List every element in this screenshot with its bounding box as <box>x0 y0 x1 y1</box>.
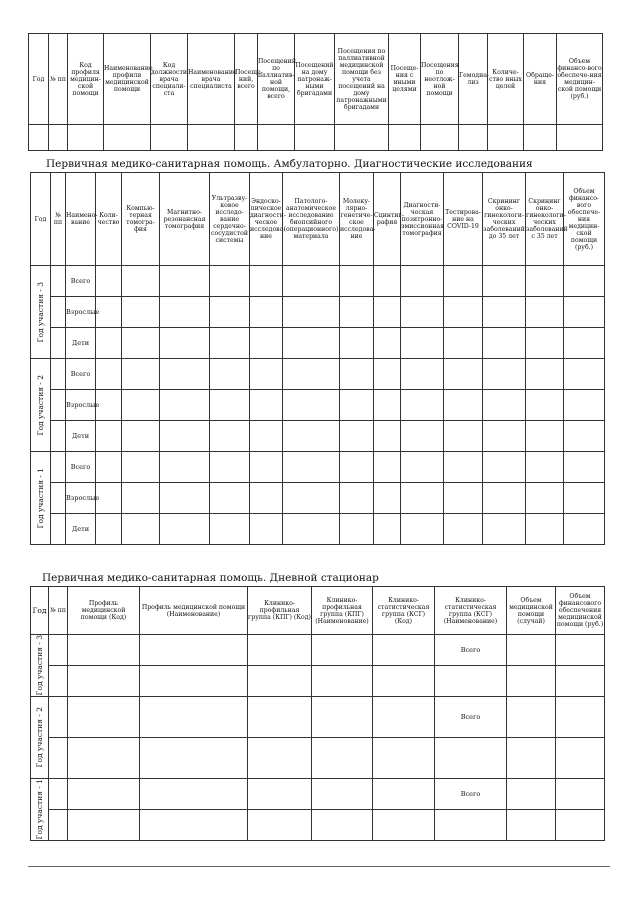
table-cell[interactable] <box>444 452 483 483</box>
table-cell[interactable] <box>160 483 210 514</box>
header-cell: Посещений по паллиатив-ной помощи, всего <box>258 34 295 125</box>
table-cell[interactable] <box>564 266 605 297</box>
table-cell[interactable] <box>283 421 340 452</box>
table-cell[interactable] <box>235 125 258 151</box>
table-row <box>31 328 605 359</box>
table-cell[interactable] <box>483 297 526 328</box>
table-cell[interactable] <box>373 810 435 841</box>
table-cell[interactable] <box>507 635 556 666</box>
page-divider <box>28 866 610 867</box>
table-row <box>29 125 603 151</box>
header-cell: Посещения по неотлож-ной помощи <box>421 34 459 125</box>
table-cell[interactable] <box>248 738 312 779</box>
table-cell[interactable] <box>160 390 210 421</box>
table-cell[interactable] <box>373 697 435 738</box>
header-cell: Код профиля медицин-ской помощи <box>68 34 104 125</box>
table-row <box>31 666 605 697</box>
table-cell[interactable] <box>248 635 312 666</box>
header-cell: Клинико-статистическая группа (КСГ) (Код) <box>373 587 435 635</box>
table-cell[interactable] <box>564 390 605 421</box>
table-cell[interactable] <box>374 514 401 545</box>
table-cell[interactable] <box>435 810 507 841</box>
header-cell: Наименование профиля медицинской помощи <box>104 34 151 125</box>
table-cell[interactable] <box>312 810 373 841</box>
table-cell[interactable] <box>283 452 340 483</box>
table-cell[interactable] <box>160 514 210 545</box>
table-cell[interactable] <box>51 483 66 514</box>
table-cell[interactable] <box>312 697 373 738</box>
table-cell[interactable] <box>483 421 526 452</box>
table-cell[interactable] <box>483 328 526 359</box>
table-cell[interactable] <box>564 359 605 390</box>
row-label: Дети <box>66 514 96 545</box>
row-label: Взрослые <box>66 390 96 421</box>
table-cell[interactable] <box>564 328 605 359</box>
header-cell: № пп <box>51 173 66 266</box>
table-row <box>31 514 605 545</box>
table-cell[interactable] <box>283 390 340 421</box>
table-cell[interactable] <box>140 738 248 779</box>
table-cell[interactable] <box>160 452 210 483</box>
table-cell[interactable] <box>401 514 444 545</box>
header-cell: № пп <box>49 587 68 635</box>
table-cell[interactable] <box>483 514 526 545</box>
table-cell[interactable] <box>564 297 605 328</box>
header-cell: Коли-чество <box>96 173 122 266</box>
row-label: Всего <box>66 359 96 390</box>
table-cell[interactable] <box>526 328 564 359</box>
table-cell[interactable] <box>151 125 188 151</box>
table-cell[interactable] <box>51 421 66 452</box>
table-cell[interactable] <box>122 390 160 421</box>
table-cell[interactable] <box>335 125 389 151</box>
table-cell[interactable] <box>283 514 340 545</box>
header-cell: Сцинтиг-рафия <box>374 173 401 266</box>
table-cell[interactable] <box>389 125 421 151</box>
table-cell[interactable] <box>51 452 66 483</box>
table-cell[interactable] <box>140 810 248 841</box>
header-cell: Эндоско-пическое диагности-ческое исследова-ние <box>250 173 283 266</box>
header-cell: Молеку-лярно-генетиче-ское исследова-ние <box>340 173 374 266</box>
table-cell[interactable] <box>401 421 444 452</box>
table-row <box>31 738 605 779</box>
table-cell[interactable] <box>210 514 250 545</box>
table-cell[interactable] <box>210 359 250 390</box>
table-cell[interactable] <box>488 125 524 151</box>
table-cell[interactable] <box>160 421 210 452</box>
table-cell[interactable] <box>160 359 210 390</box>
table-cell[interactable] <box>526 421 564 452</box>
table-cell[interactable] <box>248 779 312 810</box>
table-cell[interactable] <box>444 390 483 421</box>
row-label: Взрослые <box>66 483 96 514</box>
table-cell[interactable] <box>526 483 564 514</box>
table-cell[interactable] <box>526 359 564 390</box>
year-group-label: Год участия - 2 <box>36 374 45 436</box>
table-cell[interactable] <box>507 779 556 810</box>
year-group-label: Год участия - 1 <box>35 779 44 840</box>
table-cell[interactable] <box>444 297 483 328</box>
table-cell[interactable] <box>122 421 160 452</box>
table-cell[interactable] <box>248 666 312 697</box>
table-cell[interactable] <box>340 452 374 483</box>
table-cell[interactable] <box>210 328 250 359</box>
table-cell[interactable] <box>160 328 210 359</box>
header-cell: Посещений на дому патронаж-ными бригадами <box>295 34 335 125</box>
table-cell[interactable] <box>250 390 283 421</box>
table-cell[interactable] <box>49 810 68 841</box>
table-cell[interactable] <box>68 697 140 738</box>
table-cell[interactable] <box>122 328 160 359</box>
table-cell[interactable] <box>507 697 556 738</box>
table-cell[interactable] <box>483 359 526 390</box>
table-cell[interactable] <box>374 421 401 452</box>
section-title-day-hospital: Первичная медико-санитарная помощь. Дневной стационар <box>42 572 379 584</box>
table-cell[interactable] <box>373 635 435 666</box>
header-cell: Компью-терная томогра-фия <box>122 173 160 266</box>
row-label: Дети <box>66 421 96 452</box>
total-label: Всего <box>435 779 507 810</box>
header-cell: Профиль медицинской помощи (Код) <box>68 587 140 635</box>
table-cell[interactable] <box>250 266 283 297</box>
table-cell[interactable] <box>564 421 605 452</box>
header-cell: Патолого-анатомическое исследование биопсийного (операционного) материала <box>283 173 340 266</box>
table-cell[interactable] <box>250 514 283 545</box>
table-cell[interactable] <box>283 266 340 297</box>
table-cell[interactable] <box>556 635 605 666</box>
header-cell: Скрининг онко-гинекологи-ческих заболеваний до 35 лет <box>483 173 526 266</box>
row-label: Всего <box>66 266 96 297</box>
table-cell[interactable] <box>68 666 140 697</box>
table-cell[interactable] <box>444 266 483 297</box>
year-group-cell <box>31 779 49 841</box>
table-cell[interactable] <box>444 483 483 514</box>
table-cell[interactable] <box>250 421 283 452</box>
table-ambulatory-visits <box>28 33 603 151</box>
table-cell[interactable] <box>210 452 250 483</box>
table-cell[interactable] <box>49 697 68 738</box>
table-cell[interactable] <box>373 779 435 810</box>
table-cell[interactable] <box>401 297 444 328</box>
header-cell: Наимено-вание <box>66 173 96 266</box>
row-label: Всего <box>66 452 96 483</box>
table-cell[interactable] <box>96 514 122 545</box>
header-cell: Объем финансо-вого обеспече-ния медицин-ской помощи (руб.) <box>557 34 603 125</box>
table-cell[interactable] <box>160 266 210 297</box>
row-label: Дети <box>66 328 96 359</box>
table-cell[interactable] <box>122 359 160 390</box>
table-row <box>31 359 605 390</box>
table-cell[interactable] <box>68 125 104 151</box>
table-cell[interactable] <box>374 483 401 514</box>
header-cell: Клинико-профильная группа (КПГ) (Наименование) <box>312 587 373 635</box>
header-cell: Магнитно-резонансная томография <box>160 173 210 266</box>
table-row <box>31 483 605 514</box>
header-cell: Тестирова-ние на COVID-19 <box>444 173 483 266</box>
table-cell[interactable] <box>96 297 122 328</box>
table-cell[interactable] <box>96 390 122 421</box>
table-cell[interactable] <box>312 635 373 666</box>
table-cell[interactable] <box>435 666 507 697</box>
table-cell[interactable] <box>96 483 122 514</box>
table-cell[interactable] <box>49 738 68 779</box>
header-cell: Клинико-профильная группа (КПГ) (Код) <box>248 587 312 635</box>
table-cell[interactable] <box>122 514 160 545</box>
table-cell[interactable] <box>401 390 444 421</box>
table-cell[interactable] <box>312 738 373 779</box>
table-cell[interactable] <box>444 421 483 452</box>
table-row <box>31 390 605 421</box>
table-cell[interactable] <box>49 125 68 151</box>
table-cell[interactable] <box>444 514 483 545</box>
table-cell[interactable] <box>483 390 526 421</box>
table-cell[interactable] <box>51 359 66 390</box>
table-cell[interactable] <box>373 666 435 697</box>
table-cell[interactable] <box>122 483 160 514</box>
table-cell[interactable] <box>210 266 250 297</box>
header-cell: № пп <box>49 34 68 125</box>
table-cell[interactable] <box>188 125 235 151</box>
table-cell[interactable] <box>340 266 374 297</box>
table-cell[interactable] <box>96 266 122 297</box>
table-cell[interactable] <box>122 297 160 328</box>
table-cell[interactable] <box>374 359 401 390</box>
table-cell[interactable] <box>340 483 374 514</box>
table-cell[interactable] <box>340 421 374 452</box>
header-cell: Объем финансового обеспечения медицинской помощи (руб.) <box>556 587 605 635</box>
table-cell[interactable] <box>140 666 248 697</box>
total-label: Всего <box>435 635 507 666</box>
table-row <box>31 697 605 738</box>
table-cell[interactable] <box>340 297 374 328</box>
table-cell[interactable] <box>524 125 557 151</box>
table-cell[interactable] <box>483 483 526 514</box>
year-group-cell <box>31 452 51 545</box>
table-cell[interactable] <box>49 635 68 666</box>
table-cell[interactable] <box>374 297 401 328</box>
table-cell[interactable] <box>51 514 66 545</box>
table-cell[interactable] <box>96 452 122 483</box>
table-cell[interactable] <box>374 328 401 359</box>
table-row <box>31 635 605 666</box>
table-row <box>31 779 605 810</box>
table-cell[interactable] <box>140 635 248 666</box>
table-cell[interactable] <box>68 738 140 779</box>
table-cell[interactable] <box>51 297 66 328</box>
table-cell[interactable] <box>507 666 556 697</box>
table-cell[interactable] <box>250 359 283 390</box>
table-cell[interactable] <box>295 125 335 151</box>
table-cell[interactable] <box>556 779 605 810</box>
header-cell: Год <box>31 587 49 635</box>
table-cell[interactable] <box>373 738 435 779</box>
table-cell[interactable] <box>51 266 66 297</box>
table-cell[interactable] <box>401 328 444 359</box>
year-group-cell <box>31 359 51 452</box>
table-cell[interactable] <box>250 297 283 328</box>
table-cell[interactable] <box>557 125 603 151</box>
header-cell: Ультразву-ковое исследо-вание сердечно-сосудистой системы <box>210 173 250 266</box>
table-cell[interactable] <box>312 666 373 697</box>
total-label: Всего <box>435 697 507 738</box>
table-cell[interactable] <box>340 359 374 390</box>
header-cell: Скрининг онко-гинекологи-ческих заболеваний с 35 лет <box>526 173 564 266</box>
table-cell[interactable] <box>122 452 160 483</box>
table-cell[interactable] <box>526 297 564 328</box>
table-cell[interactable] <box>210 421 250 452</box>
table-cell[interactable] <box>556 666 605 697</box>
table-cell[interactable] <box>68 810 140 841</box>
table-cell[interactable] <box>564 514 605 545</box>
table-cell[interactable] <box>526 514 564 545</box>
table-cell[interactable] <box>160 297 210 328</box>
table-cell[interactable] <box>483 266 526 297</box>
header-cell: Диагности-ческая позитронно-эмиссионная томография <box>401 173 444 266</box>
table-cell[interactable] <box>283 328 340 359</box>
table-cell[interactable] <box>283 359 340 390</box>
table-cell[interactable] <box>250 483 283 514</box>
table-cell[interactable] <box>340 514 374 545</box>
table-cell[interactable] <box>283 297 340 328</box>
table-diagnostics <box>30 172 605 545</box>
table-day-hospital <box>30 586 605 841</box>
table-row <box>31 810 605 841</box>
table-cell[interactable] <box>526 266 564 297</box>
header-cell: Профиль медицинской помощи (Наименование) <box>140 587 248 635</box>
table-cell[interactable] <box>340 328 374 359</box>
table-cell[interactable] <box>96 328 122 359</box>
year-group-cell <box>31 635 49 697</box>
table-cell[interactable] <box>374 390 401 421</box>
year-group-label: Год участия - 3 <box>36 281 45 343</box>
table-cell[interactable] <box>483 452 526 483</box>
table-cell[interactable] <box>401 266 444 297</box>
table-cell[interactable] <box>140 697 248 738</box>
table-cell[interactable] <box>435 738 507 779</box>
table-cell[interactable] <box>340 390 374 421</box>
table-cell[interactable] <box>556 697 605 738</box>
table-cell[interactable] <box>401 483 444 514</box>
table-row <box>31 297 605 328</box>
table-cell[interactable] <box>29 125 49 151</box>
year-group-cell <box>31 697 49 779</box>
table-cell[interactable] <box>421 125 459 151</box>
table-cell[interactable] <box>283 483 340 514</box>
year-group-label: Год участия - 1 <box>36 467 45 529</box>
table-cell[interactable] <box>556 810 605 841</box>
table-cell[interactable] <box>526 452 564 483</box>
table-cell[interactable] <box>140 779 248 810</box>
table-cell[interactable] <box>312 779 373 810</box>
header-cell: Наименование врача специалиста <box>188 34 235 125</box>
section-title-diagnostics: Первичная медико-санитарная помощь. Амбулаторно. Диагностические исследования <box>46 158 533 170</box>
header-cell: Посещения по паллиативной медицинской помощи без учета посещений на дому патронажными бригадами <box>335 34 389 125</box>
table-row <box>31 452 605 483</box>
table-cell[interactable] <box>96 359 122 390</box>
table-cell[interactable] <box>104 125 151 151</box>
table-cell[interactable] <box>459 125 488 151</box>
table-cell[interactable] <box>51 390 66 421</box>
table-cell[interactable] <box>49 666 68 697</box>
header-cell: Объем финансо-вого обеспече-ния медицин-ской помощи (руб.) <box>564 173 605 266</box>
table-cell[interactable] <box>68 635 140 666</box>
table-cell[interactable] <box>401 359 444 390</box>
table-cell[interactable] <box>374 452 401 483</box>
header-cell: Обраще-ния <box>524 34 557 125</box>
table-cell[interactable] <box>210 390 250 421</box>
header-cell: Объем медицинской помощи (случай) <box>507 587 556 635</box>
header-cell: Количе-ство иных целей <box>488 34 524 125</box>
table-cell[interactable] <box>210 297 250 328</box>
header-cell: Клинико-статистическая группа (КСГ) (Наименование) <box>435 587 507 635</box>
header-cell: Код должности врача специали-ста <box>151 34 188 125</box>
table-cell[interactable] <box>122 266 160 297</box>
year-group-label: Год участия - 3 <box>35 635 44 696</box>
year-group-label: Год участия - 2 <box>35 707 44 768</box>
table-cell[interactable] <box>51 328 66 359</box>
year-group-cell <box>31 266 51 359</box>
table-cell[interactable] <box>507 810 556 841</box>
table-cell[interactable] <box>49 779 68 810</box>
table-cell[interactable] <box>210 483 250 514</box>
header-cell: Посеще-ний, всего <box>235 34 258 125</box>
table-row <box>31 266 605 297</box>
header-cell: Год <box>29 34 49 125</box>
table-cell[interactable] <box>507 738 556 779</box>
header-cell: Посеще-ния с иными целями <box>389 34 421 125</box>
header-cell: Год <box>31 173 51 266</box>
table-cell[interactable] <box>444 328 483 359</box>
table-cell[interactable] <box>401 452 444 483</box>
row-label: Взрослые <box>66 297 96 328</box>
table-cell[interactable] <box>248 697 312 738</box>
table-cell[interactable] <box>564 452 605 483</box>
table-cell[interactable] <box>556 738 605 779</box>
table-cell[interactable] <box>96 421 122 452</box>
table-row <box>31 421 605 452</box>
header-cell: Гемодиа-лиз <box>459 34 488 125</box>
table-cell[interactable] <box>258 125 295 151</box>
table-cell[interactable] <box>248 810 312 841</box>
table-cell[interactable] <box>444 359 483 390</box>
table-cell[interactable] <box>250 328 283 359</box>
table-cell[interactable] <box>374 266 401 297</box>
table-cell[interactable] <box>526 390 564 421</box>
table-cell[interactable] <box>68 779 140 810</box>
table-cell[interactable] <box>250 452 283 483</box>
table-cell[interactable] <box>564 483 605 514</box>
